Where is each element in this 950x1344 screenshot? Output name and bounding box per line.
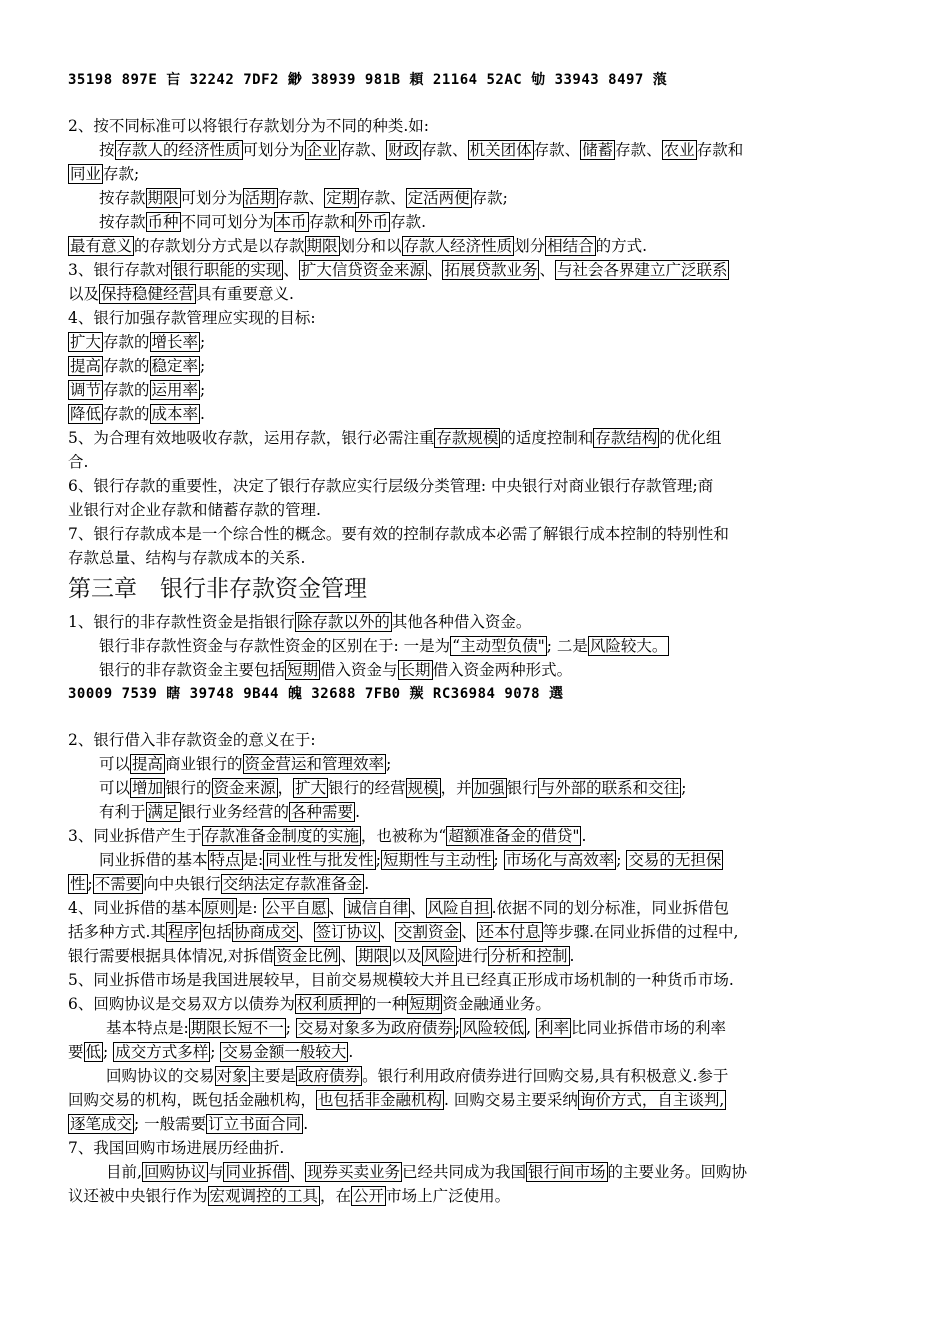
boxed-term: 同业拆借 (225, 1163, 288, 1181)
text-run: 3、同业拆借产生于 (68, 827, 202, 845)
text-run: 可以 (99, 755, 131, 773)
boxed-term: 最有意义 (70, 237, 133, 255)
text-run: 存款、 (339, 141, 387, 159)
text-run: 具有重要意义. (196, 285, 294, 303)
boxed-term: 调节 (70, 381, 102, 399)
text-run: ; 一般需要 (134, 1115, 207, 1133)
text-line (68, 848, 888, 872)
text-run: 。银行利用政府债券进行回购交易,具有积极意义.参于 (362, 1067, 729, 1085)
text-run: 6、银行存款的重要性，决定了银行存款应实行层级分类管理: 中央银行对商业银行存款管理;商 (68, 477, 714, 495)
boxed-term: 也包括非金融机构 (318, 1091, 443, 1109)
text-run: ，并 (440, 779, 472, 797)
text-run: 、 (340, 947, 356, 965)
text-run: 存款、 (615, 141, 662, 159)
boxed-term: 对象 (216, 1067, 248, 1085)
boxed-term: 公开 (353, 1187, 385, 1205)
boxed-term: 存款人经济性质 (403, 237, 513, 255)
boxed-term: 储蓄 (582, 141, 614, 159)
boxed-term: 短期性与主动性 (383, 851, 492, 869)
text-line (68, 968, 888, 992)
text-run: 30009 7539 瞎 39748 9B44 魄 32688 7FB0 羰 RC36984 9078 選 (68, 686, 564, 702)
text-run: 目前, (106, 1163, 142, 1181)
boxed-term: 权利质押 (296, 995, 359, 1013)
text-run: 商业银行的 (165, 755, 243, 773)
boxed-term: 与社会各界建立广泛联系 (556, 261, 728, 279)
text-run: 、 (461, 923, 477, 941)
text-run: 其他各种借入资金。 (391, 613, 532, 631)
text-run: 进行 (457, 947, 489, 965)
text-run: 、 (410, 899, 426, 917)
boxed-term: 拓展贷款业务 (444, 261, 538, 279)
text-run: 的主要业务。回购协 (607, 1163, 748, 1181)
boxed-term: 询价方式，自主谈判, (579, 1091, 725, 1109)
boxed-term: 超额准备金的借贷" (448, 827, 580, 845)
boxed-term: 交易对象多为政府债券 (297, 1019, 453, 1037)
text-run: 存款、 (533, 141, 581, 159)
text-run: 划分 (514, 237, 546, 255)
boxed-term: 规模 (407, 779, 439, 797)
text-line (68, 1040, 888, 1064)
text-run: 存款和 (696, 141, 744, 159)
boxed-term: 资金营运和管理效率 (244, 755, 385, 773)
chapter-heading (68, 572, 888, 606)
text-run: 已经共同成为我国 (402, 1163, 527, 1181)
boxed-term: 还本付息 (478, 923, 541, 941)
boxed-term: 增长率 (151, 333, 199, 351)
boxed-term: 农业 (663, 141, 695, 159)
text-run: 5、为合理有效地吸收存款，运用存款，银行必需注重 (68, 429, 435, 447)
text-run: ; (285, 1019, 296, 1037)
text-line (68, 658, 888, 682)
boxed-term: 银行职能的实现 (172, 261, 282, 279)
text-run: .依据不同的划分标准，同业拆借包 (491, 899, 730, 917)
text-run: 银行的非存款资金主要包括 (99, 661, 286, 679)
boxed-term: 交易的无担保 (628, 851, 722, 869)
text-run: ; (103, 1043, 114, 1061)
boxed-term: “主动型负债" (452, 637, 545, 655)
text-run: 有利于 (99, 803, 146, 821)
text-line (68, 944, 888, 968)
text-run: . (569, 947, 575, 965)
text-run: ; (493, 851, 504, 869)
boxed-term: 交易金额一般较大 (222, 1043, 347, 1061)
text-run: 与 (207, 1163, 224, 1181)
text-run: 第三章 银行非存款资金管理 (68, 576, 367, 602)
text-run: 合. (68, 453, 89, 471)
boxed-term: 加强 (473, 779, 505, 797)
boxed-term: 长期 (399, 661, 431, 679)
blank-line (68, 706, 888, 728)
text-run: 的一种 (360, 995, 408, 1013)
text-run: 存款; (103, 165, 140, 183)
text-run: 要 (68, 1043, 84, 1061)
text-line (68, 1136, 888, 1160)
text-run: ，也被称为“ (360, 827, 447, 845)
text-run: . (200, 405, 205, 423)
text-run: 3、银行存款对 (68, 261, 171, 279)
text-line (68, 610, 888, 634)
boxed-term: 相结合 (547, 237, 594, 255)
blank-line (68, 92, 888, 114)
text-line (68, 546, 888, 570)
text-line (68, 1160, 888, 1184)
boxed-term: 与外部的联系和交往 (539, 779, 680, 797)
text-line (68, 378, 888, 402)
boxed-term: 外币 (357, 213, 389, 231)
text-line (68, 872, 888, 896)
text-run: 存款总量、结构与存款成本的关系. (68, 549, 306, 567)
boxed-term: 资金来源 (213, 779, 276, 797)
text-run: 存款的 (103, 357, 150, 375)
boxed-term: 市场化与高效率 (505, 851, 615, 869)
text-line (68, 992, 888, 1016)
text-run: 银行的 (165, 779, 212, 797)
text-line (68, 920, 888, 944)
text-run: 6、回购协议是交易双方以债券为 (68, 995, 295, 1013)
text-line (68, 1088, 888, 1112)
boxed-term: 活期 (244, 189, 276, 207)
text-line (68, 450, 888, 474)
text-line (68, 354, 888, 378)
text-line (68, 800, 888, 824)
text-run: 4、同业拆借的基本 (68, 899, 202, 917)
boxed-term: 不需要 (94, 875, 142, 893)
boxed-term: 风险自担 (427, 899, 490, 917)
boxed-term: 期限 (306, 237, 338, 255)
text-run: 存款的 (103, 405, 150, 423)
boxed-term: 风险 (424, 947, 456, 965)
text-line (68, 522, 888, 546)
text-line (68, 1016, 888, 1040)
text-run: 可以 (99, 779, 131, 797)
boxed-term: 交纳法定存款准备金 (222, 875, 363, 893)
boxed-term: 增加 (132, 779, 164, 797)
text-run: 可划分为 (180, 189, 243, 207)
text-line (68, 728, 888, 752)
boxed-term: 扩大信贷资金来源 (300, 261, 425, 279)
boxed-term: 定期 (326, 189, 358, 207)
text-run: 按存款 (99, 189, 146, 207)
text-run: 银行的经营 (328, 779, 406, 797)
text-line (68, 1184, 888, 1208)
boxed-term: 保持稳健经营 (101, 285, 195, 303)
boxed-term: 提高 (70, 357, 102, 375)
boxed-term: 同业性与批发性 (265, 851, 374, 869)
text-run: ; 二是 (546, 637, 588, 655)
boxed-term: 期限长短不一 (190, 1019, 284, 1037)
text-run: 不同可划分为 (180, 213, 274, 231)
boxed-term: 宏观调控的工具 (209, 1187, 319, 1205)
text-run: 借入资金两种形式。 (432, 661, 573, 679)
text-run: 存款、 (421, 141, 468, 159)
boxed-term: 满足 (147, 803, 179, 821)
text-run: 35198 897E 吂 32242 7DF2 緲 38939 981B 頛 21164 52AC 劬 33943 8497 蒗 (68, 72, 668, 88)
text-line (68, 896, 888, 920)
text-run: 7、我国回购市场进展历经曲折. (68, 1139, 285, 1157)
text-run: 括多种方式.其 (68, 923, 166, 941)
text-run: ，在 (320, 1187, 352, 1205)
text-run: 存款、 (277, 189, 325, 207)
text-line (68, 282, 888, 306)
text-run: 等步骤.在同业拆借的过程中, (542, 923, 739, 941)
boxed-term: 现券买卖业务 (307, 1163, 401, 1181)
text-run: 存款. (390, 213, 427, 231)
text-run: 包括 (200, 923, 232, 941)
boxed-term: 降低 (70, 405, 102, 423)
text-run: 7、银行存款成本是一个综合性的概念。要有效的控制存款成本必需了解银行成本控制的特别性和 (68, 525, 729, 543)
boxed-term: 特点 (209, 851, 241, 869)
text-run: 银行非存款性资金与存款性资金的区别在于: 一是为 (99, 637, 451, 655)
text-run: ; (200, 357, 206, 375)
text-run: 借入资金与 (320, 661, 398, 679)
text-run: . (348, 1043, 354, 1061)
boxed-term: 公平自愿 (264, 899, 327, 917)
boxed-term: 存款人的经济性质 (116, 141, 241, 159)
text-run: 主要是 (249, 1067, 297, 1085)
boxed-term: 成交方式多样 (115, 1043, 209, 1061)
text-run: 1、银行的非存款性资金是指银行 (68, 613, 295, 631)
text-run: 按存款 (99, 213, 146, 231)
document-page (68, 68, 888, 1208)
text-run: . (364, 875, 370, 893)
boxed-term: 运用率 (151, 381, 199, 399)
text-line (68, 138, 888, 162)
text-run: 资金融通业务。 (442, 995, 551, 1013)
text-run: 业银行对企业存款和储蓄存款的管理. (68, 501, 321, 519)
text-run: 是: (236, 899, 263, 917)
text-run: ; (200, 381, 206, 399)
boxed-term: 定活两便 (407, 189, 470, 207)
text-run: 向中央银行 (143, 875, 221, 893)
boxed-term: 回购协议 (143, 1163, 206, 1181)
boxed-term: 期限 (147, 189, 179, 207)
text-run: ; (616, 851, 627, 869)
text-run: 、 (297, 923, 314, 941)
boxed-term: 风险较低 (462, 1019, 525, 1037)
text-line (68, 776, 888, 800)
text-line (68, 824, 888, 848)
text-line (68, 186, 888, 210)
text-run: 、 (379, 923, 396, 941)
boxed-term: 同业 (70, 165, 102, 183)
text-run: 存款、 (359, 189, 406, 207)
text-run: 市场上广泛使用。 (386, 1187, 511, 1205)
boxed-term: 原则 (203, 899, 235, 917)
text-run: 划分和以 (339, 237, 402, 255)
text-run: 同业拆借的基本 (99, 851, 208, 869)
text-line (68, 234, 888, 258)
text-run: 银行需要根据具体情况,对拆借 (68, 947, 275, 965)
text-line (68, 402, 888, 426)
text-run: 存款的 (103, 381, 150, 399)
boxed-term: 性 (70, 875, 86, 893)
boxed-term: 短期 (409, 995, 441, 1013)
text-run: 存款; (471, 189, 508, 207)
text-run: 回购协议的交易 (106, 1067, 215, 1085)
boxed-term: 银行间市场 (528, 1163, 606, 1181)
text-run: ; (454, 1019, 461, 1037)
text-line (68, 68, 888, 92)
text-run: . 回购交易主要采纳 (444, 1091, 578, 1109)
boxed-term: 逐笔成交 (70, 1115, 133, 1133)
text-line (68, 498, 888, 522)
boxed-term: 资金比例 (276, 947, 339, 965)
boxed-term: 存款准备金制度的实施 (203, 827, 359, 845)
text-run: ; (681, 779, 687, 797)
text-run: 、 (426, 261, 443, 279)
text-run: 银行业务经营的 (180, 803, 290, 821)
text-line (68, 426, 888, 450)
boxed-term: 签订协议 (315, 923, 378, 941)
text-run: 、 (539, 261, 555, 279)
text-line (68, 114, 888, 138)
text-run: . (303, 1115, 309, 1133)
text-line (68, 162, 888, 186)
boxed-term: 扩大 (70, 333, 102, 351)
boxed-term: 期限 (357, 947, 389, 965)
boxed-term: 提高 (132, 755, 164, 773)
text-run: 存款和 (308, 213, 356, 231)
text-line (68, 682, 888, 706)
boxed-term: 程序 (167, 923, 199, 941)
text-run: 存款的 (103, 333, 150, 351)
text-run: 、 (328, 899, 345, 917)
text-run: . (355, 803, 360, 821)
boxed-term: 币种 (147, 213, 179, 231)
boxed-term: 风险较大。 (589, 637, 668, 655)
text-line (68, 634, 888, 658)
boxed-term: 订立书面合同 (208, 1115, 302, 1133)
text-run: ， (277, 779, 294, 797)
text-run: 2、银行借入非存款资金的意义在于: (68, 731, 316, 749)
text-line (68, 752, 888, 776)
text-line (68, 1112, 888, 1136)
boxed-term: 成本率 (151, 405, 199, 423)
boxed-term: 诚信自律 (346, 899, 409, 917)
boxed-term: 稳定率 (151, 357, 199, 375)
text-run: 4、银行加强存款管理应实现的目标: (68, 309, 316, 327)
text-run: 银行 (506, 779, 538, 797)
text-run: 基本特点是: (106, 1019, 189, 1037)
text-run: ; (87, 875, 93, 893)
text-run: 议还被中央银行作为 (68, 1187, 208, 1205)
boxed-term: 短期 (287, 661, 319, 679)
text-line (68, 306, 888, 330)
text-run: 、 (283, 261, 299, 279)
boxed-term: 协商成交 (233, 923, 296, 941)
text-run: 是: (242, 851, 264, 869)
text-line (68, 210, 888, 234)
text-run: 以及 (390, 947, 422, 965)
boxed-term: 机关团体 (469, 141, 532, 159)
boxed-term: 利率 (538, 1019, 570, 1037)
text-run: 按 (99, 141, 115, 159)
boxed-term: 存款规模 (436, 429, 499, 447)
boxed-term: 存款结构 (595, 429, 658, 447)
boxed-term: 除存款以外的 (296, 613, 390, 631)
text-run: ; (375, 851, 382, 869)
boxed-term: 本币 (275, 213, 307, 231)
text-line (68, 474, 888, 498)
boxed-term: 低 (85, 1043, 102, 1061)
text-run: 的方式. (595, 237, 648, 255)
boxed-term: 交割资金 (397, 923, 460, 941)
text-run: 的存款划分方式是以存款 (134, 237, 305, 255)
text-line (68, 330, 888, 354)
text-run: ; (200, 333, 206, 351)
text-run: ; (386, 755, 392, 773)
boxed-term: 分析和控制 (490, 947, 568, 965)
text-run: 、 (289, 1163, 305, 1181)
boxed-term: 各种需要 (291, 803, 354, 821)
text-run: 5、同业拆借市场是我国进展较早，目前交易规模较大并且已经真正形成市场机制的一种货币市场. (68, 971, 734, 989)
boxed-term: 财政 (388, 141, 420, 159)
text-run: 可划分为 (242, 141, 305, 159)
text-run: , (526, 1019, 537, 1037)
boxed-term: 扩大 (295, 779, 327, 797)
boxed-term: 企业 (306, 141, 338, 159)
boxed-term: 政府债券 (298, 1067, 361, 1085)
text-line (68, 258, 888, 282)
text-run: 2、按不同标准可以将银行存款划分为不同的种类.如: (68, 117, 430, 135)
text-line (68, 1064, 888, 1088)
text-run: 比同业拆借市场的利率 (571, 1019, 727, 1037)
text-run: . (581, 827, 587, 845)
text-run: 的适度控制和 (500, 429, 594, 447)
text-run: 回购交易的机构，既包括金融机构， (68, 1091, 317, 1109)
text-run: ; (210, 1043, 221, 1061)
text-run: 的优化组 (659, 429, 722, 447)
text-run: 以及 (68, 285, 100, 303)
